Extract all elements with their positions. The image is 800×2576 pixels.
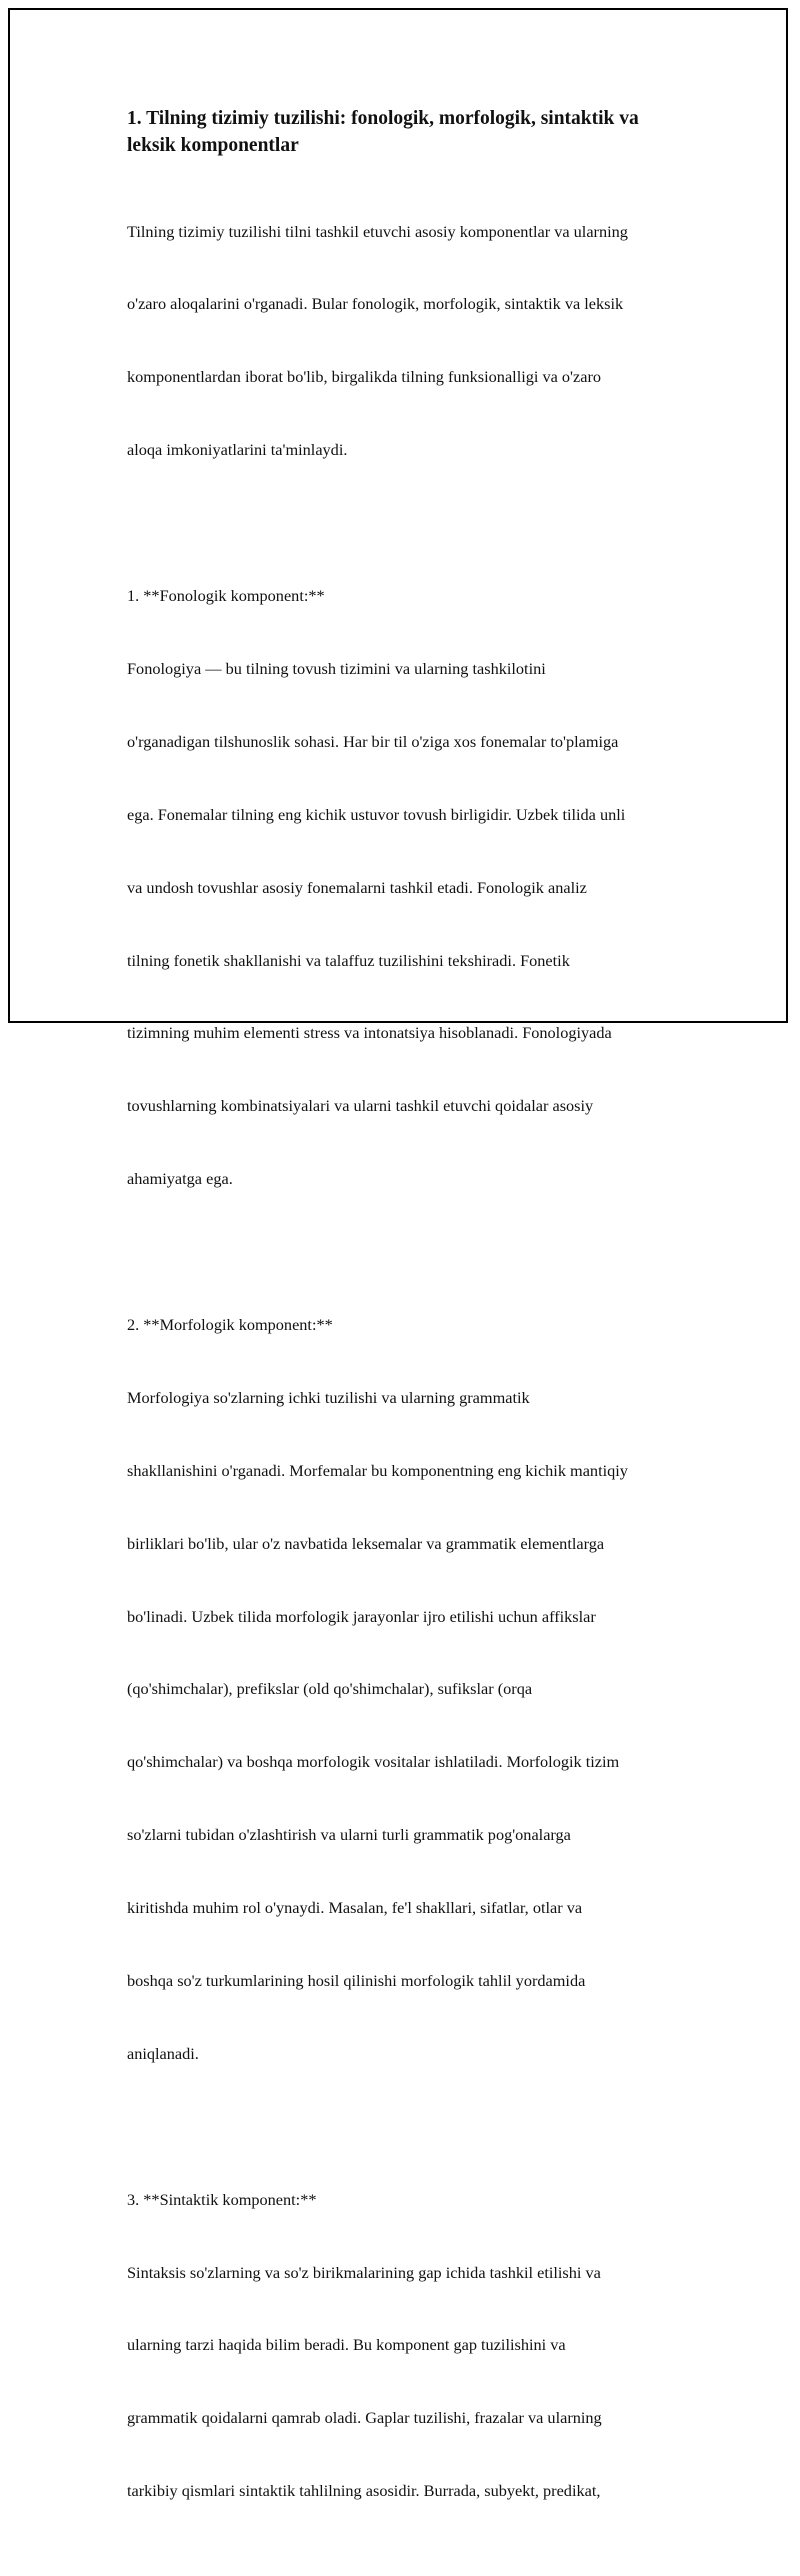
syntactic-section xyxy=(127,2139,702,2552)
text-line: ega. Fonemalar tilning eng kichik ustuvor tovush birligidir. Uzbek tilida unli xyxy=(127,804,626,824)
text-line: Morfologiya so'zlarning ichki tuzilishi va ularning grammatik xyxy=(127,1387,530,1407)
text-line: shakllanishini o'rganadi. Morfemalar bu komponentning eng kichik mantiqiy xyxy=(127,1460,628,1480)
text-line: va undosh tovushlar asosiy fonemalarni tashkil etadi. Fonologik analiz xyxy=(127,877,587,897)
text-line: aloqa imkoniyatlarini ta'minlaydi. xyxy=(127,440,348,460)
text-line: komponentlardan iborat bo'lib, birgalikda tilning funksionalligi va o'zaro xyxy=(127,367,602,387)
text-line: ahamiyatga ega. xyxy=(127,1169,233,1189)
text-line: tizimning muhim elementi stress va intonatsiya hisoblanadi. Fonologiyada xyxy=(127,1023,612,1043)
text-line: o'zaro aloqalarini o'rganadi. Bular fonologik, morfologik, sintaktik va leksik xyxy=(127,294,624,314)
text-line: tarkibiy qismlari sintaktik tahlilning asosidir. Burrada, subyekt, predikat, xyxy=(127,2481,601,2501)
list-item-title: 3. **Sintaktik komponent:** xyxy=(127,2189,317,2209)
text-line: Tilning tizimiy tuzilishi tilni tashkil etuvchi asosiy komponentlar va ularning xyxy=(127,221,628,241)
text-line: boshqa so'z turkumlarining hosil qilinishi morfologik tahlil yordamida xyxy=(127,1970,586,1990)
text-line: (qo'shimchalar), prefikslar (old qo'shimchalar), sufikslar (orqa xyxy=(127,1679,533,1699)
morphological-section xyxy=(127,1264,702,2114)
page-frame xyxy=(8,8,788,2501)
intro-paragraph xyxy=(127,171,702,511)
list-item-title: 2. **Morfologik komponent:** xyxy=(127,1314,333,1334)
text-line: Fonologiya — bu tilning tovush tizimini va ularning tashkilotini xyxy=(127,658,546,678)
text-line: tovushlarning kombinatsiyalari va ularni tashkil etuvchi qoidalar asosiy xyxy=(127,1096,594,1116)
text-line: qo'shimchalar) va boshqa morfologik vositalar ishlatiladi. Morfologik tizim xyxy=(127,1752,620,1772)
text-line: kiritishda muhim rol o'ynaydi. Masalan, fe'l shakllari, sifatlar, otlar va xyxy=(127,1898,583,1918)
text-line: so'zlarni tubidan o'zlashtirish va ularni turli grammatik pog'onalarga xyxy=(127,1825,571,1845)
heading-line: leksik komponentlar xyxy=(127,135,299,156)
text-line: Sintaksis so'zlarning va so'z birikmalarining gap ichida tashkil etilishi va xyxy=(127,2262,601,2282)
text-line: o'rganadigan tilshunoslik sohasi. Har bir til o'ziga xos fonemalar to'plamiga xyxy=(127,731,619,751)
text-line: ularning tarzi haqida bilim beradi. Bu komponent gap tuzilishini va xyxy=(127,2335,566,2355)
text-line: tilning fonetik shakllanishi va talaffuz tuzilishini tekshiradi. Fonetik xyxy=(127,950,570,970)
document-body xyxy=(127,105,702,2576)
text-line: grammatik qoidalarni qamrab oladi. Gaplar tuzilishi, frazalar va ularning xyxy=(127,2408,602,2428)
text-line: bo'linadi. Uzbek tilida morfologik jarayonlar ijro etilishi uchun affikslar xyxy=(127,1606,596,1626)
phonological-section xyxy=(127,535,702,1240)
heading-line: 1. Tilning tizimiy tuzilishi: fonologik, morfologik, sintaktik va xyxy=(127,108,639,129)
section-heading xyxy=(127,105,702,159)
text-line: aniqlanadi. xyxy=(127,2043,199,2063)
list-item-title: 1. **Fonologik komponent:** xyxy=(127,586,325,606)
text-line: birliklari bo'lib, ular o'z navbatida leksemalar va grammatik elementlarga xyxy=(127,1533,605,1553)
